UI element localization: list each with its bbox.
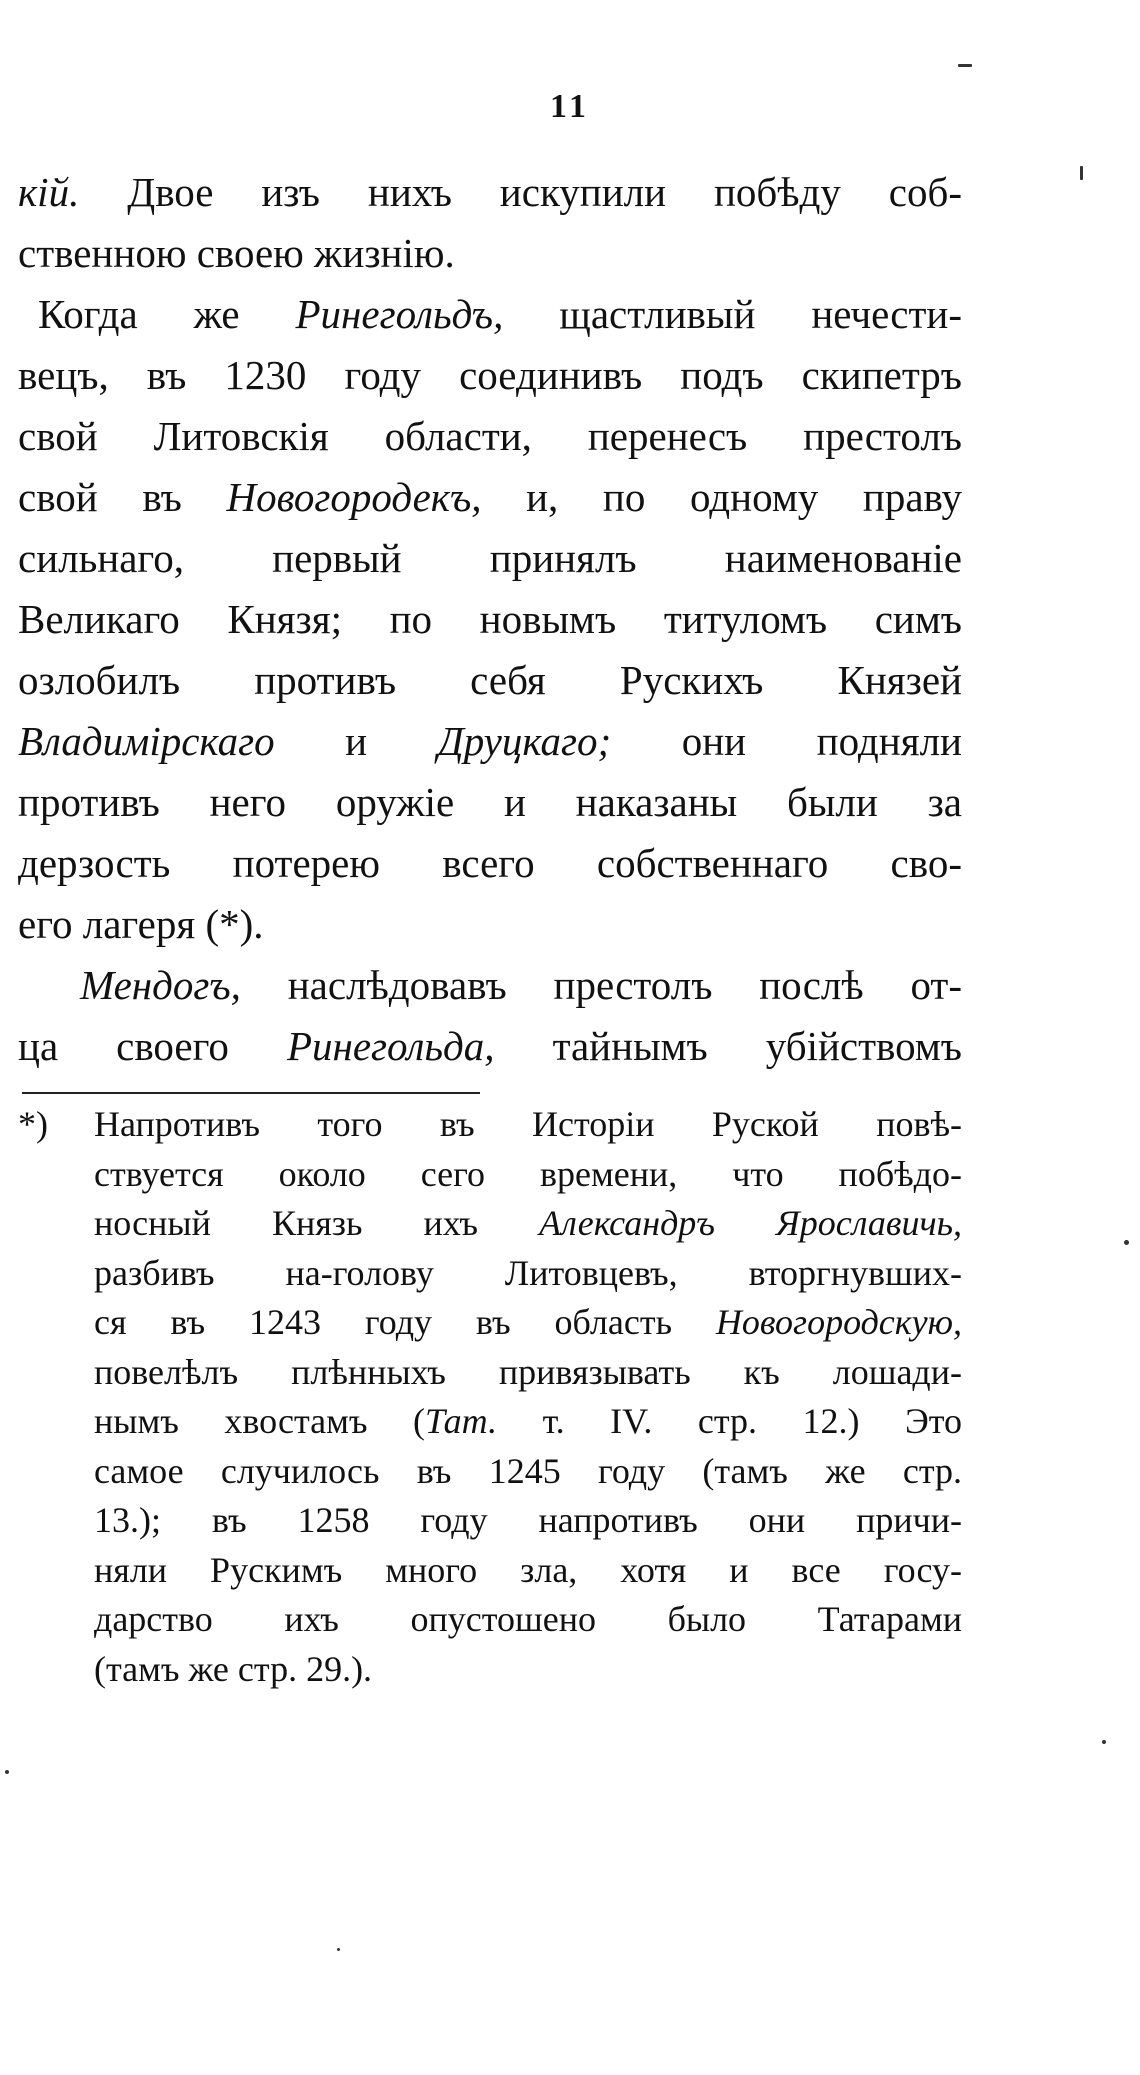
- footnote-line: [18, 1397, 962, 1447]
- text-line: [18, 284, 962, 345]
- footnote-line: [18, 1447, 962, 1497]
- text-span: и, по одному праву: [481, 474, 962, 520]
- italic-span: Ринегольдъ,: [295, 291, 504, 337]
- text-line: [18, 589, 962, 650]
- footnote-line: [18, 1298, 962, 1348]
- footnote-line: [18, 1100, 962, 1150]
- main-text-block: [18, 162, 962, 1077]
- footnote-line: [18, 1595, 962, 1645]
- text-span: т. IV. стр. 12.) Это: [497, 1401, 962, 1441]
- text-span: сильнаго, первый принялъ наименованіе: [18, 535, 962, 581]
- italic-span: Мендогъ,: [80, 962, 241, 1008]
- text-span: Двое изъ нихъ искупили побѣду соб-: [79, 169, 962, 215]
- text-line: [18, 955, 962, 1016]
- text-line: [18, 833, 962, 894]
- text-line: [18, 406, 962, 467]
- italic-span: кій.: [18, 169, 80, 215]
- footnote-line: [18, 1496, 962, 1546]
- page-number: 11: [549, 88, 591, 125]
- text-span: Напротивъ того въ Исторіи Руской повѣ-: [94, 1104, 962, 1144]
- text-line: [18, 894, 962, 955]
- text-span: они подняли: [611, 718, 962, 764]
- text-span: 13.); въ 1258 году напротивъ они причи-: [94, 1500, 962, 1540]
- print-speck: [958, 64, 972, 67]
- text-line: [18, 162, 962, 223]
- text-span: нымъ хвостамъ (: [94, 1401, 425, 1441]
- text-span: его лагеря (*).: [18, 901, 264, 947]
- italic-span: Новогородекъ,: [226, 474, 482, 520]
- footnote-line: [18, 1199, 962, 1249]
- footnote-line: [18, 1249, 962, 1299]
- text-span: противъ него оружіе и наказаны были за: [18, 779, 962, 825]
- text-line: [18, 650, 962, 711]
- text-span: тайнымъ убійствомъ: [494, 1023, 962, 1069]
- text-span: носный Князь ихъ: [94, 1203, 540, 1243]
- footnote-line: [18, 1546, 962, 1596]
- print-speck: [1080, 166, 1083, 180]
- footnote-line: [18, 1348, 962, 1398]
- text-span: (тамъ же стр. 29.).: [94, 1648, 373, 1689]
- italic-span: Александръ Ярославичь,: [539, 1203, 963, 1243]
- text-span: ся въ 1243 году въ область: [94, 1302, 716, 1342]
- text-line: [18, 345, 962, 406]
- text-line: [18, 467, 962, 528]
- text-line: [18, 528, 962, 589]
- italic-span: Тат.: [424, 1401, 498, 1441]
- text-span: разбивъ на-голову Литовцевъ, вторгнувших-: [94, 1252, 962, 1293]
- text-span: ственною своею жизнію.: [18, 230, 455, 276]
- text-span: няли Рускимъ много зла, хотя и все госу-: [94, 1549, 962, 1590]
- text-line: [18, 772, 962, 833]
- text-span: Великаго Князя; по новымъ титуломъ симъ: [18, 596, 962, 642]
- text-span: озлобилъ противъ себя Рускихъ Князей: [18, 657, 962, 703]
- footnote-mark: *): [18, 1104, 48, 1144]
- print-speck: [5, 1770, 9, 1774]
- text-span: дерзость потерею всего собственнаго сво-: [18, 840, 962, 886]
- italic-span: Друцкаго;: [437, 718, 612, 764]
- text-span: ца своего: [18, 1023, 287, 1069]
- text-span: щастливый нечести-: [503, 291, 963, 337]
- text-span: наслѣдовавъ престолъ послѣ от-: [240, 962, 962, 1008]
- text-span: ствуется около сего времени, что побѣдо-: [94, 1153, 962, 1194]
- text-span: свой въ: [18, 474, 227, 520]
- text-span: вецъ, въ 1230 году соединивъ подъ скипетръ: [18, 352, 962, 398]
- print-speck: [337, 1948, 340, 1951]
- italic-span: Новогородскую,: [715, 1302, 962, 1342]
- text-line: [18, 1016, 962, 1077]
- text-span: и: [274, 718, 438, 764]
- text-span: повелѣлъ плѣнныхъ привязывать къ лошади-: [94, 1351, 962, 1392]
- print-speck: [1124, 1240, 1129, 1245]
- text-span: дарство ихъ опустошено было Татарами: [94, 1599, 962, 1639]
- italic-span: Ринегольда,: [286, 1023, 495, 1069]
- print-speck: [1102, 1740, 1106, 1744]
- footnote-separator: [22, 1092, 480, 1094]
- text-span: Когда же: [38, 291, 296, 337]
- text-span: свой Литовскія области, перенесъ престолъ: [18, 413, 962, 459]
- italic-span: Владимірскаго: [18, 718, 275, 764]
- footnote-line: [18, 1150, 962, 1200]
- text-line: [18, 711, 962, 772]
- text-line: [18, 223, 962, 284]
- text-span: самое случилось въ 1245 году (тамъ же стр.: [94, 1450, 962, 1491]
- footnote-line: [18, 1645, 962, 1695]
- footnote-block: [18, 1100, 962, 1694]
